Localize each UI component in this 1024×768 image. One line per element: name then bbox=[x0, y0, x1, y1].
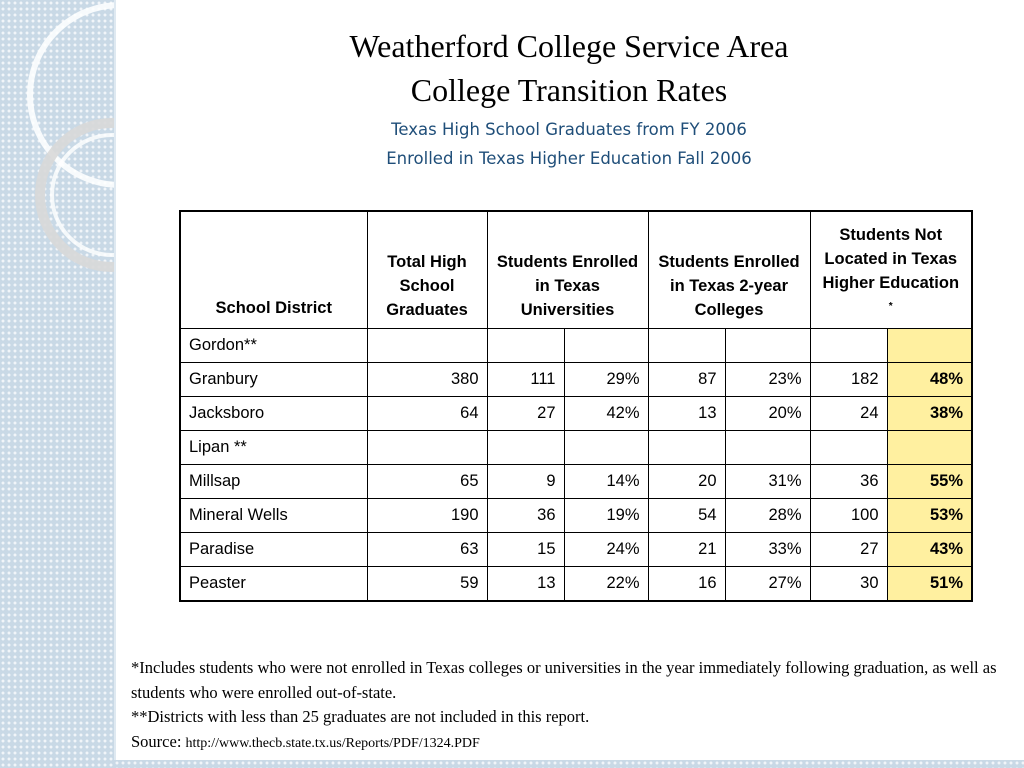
cell-univ-n bbox=[487, 431, 564, 465]
cell-coll-pct: 23% bbox=[725, 363, 810, 397]
cell-total bbox=[367, 329, 487, 363]
cell-district: Granbury bbox=[180, 363, 367, 397]
cell-coll-n: 20 bbox=[648, 465, 725, 499]
cell-univ-pct: 19% bbox=[564, 499, 648, 533]
cell-total: 64 bbox=[367, 397, 487, 431]
table-row bbox=[180, 465, 972, 499]
table-row bbox=[180, 363, 972, 397]
cell-district: Peaster bbox=[180, 567, 367, 602]
decorative-side-strip bbox=[0, 0, 116, 768]
table-row bbox=[180, 329, 972, 363]
cell-nl-pct: 38% bbox=[887, 397, 972, 431]
source-line bbox=[131, 730, 1011, 757]
cell-nl-n: 182 bbox=[810, 363, 887, 397]
cell-coll-n: 13 bbox=[648, 397, 725, 431]
cell-coll-n: 21 bbox=[648, 533, 725, 567]
column-header-universities: Students Enrolled in Texas Universities bbox=[487, 211, 648, 329]
decorative-circles bbox=[0, 0, 114, 768]
cell-nl-pct: 51% bbox=[887, 567, 972, 602]
cell-coll-n: 87 bbox=[648, 363, 725, 397]
cell-district: Mineral Wells bbox=[180, 499, 367, 533]
cell-total: 63 bbox=[367, 533, 487, 567]
column-header-not-located-label: Students Not Located in Texas Higher Education bbox=[822, 225, 960, 292]
cell-univ-n: 13 bbox=[487, 567, 564, 602]
cell-univ-pct bbox=[564, 329, 648, 363]
source-label: Source: bbox=[131, 731, 182, 751]
cell-univ-pct: 22% bbox=[564, 567, 648, 602]
table-row bbox=[180, 397, 972, 431]
source-url: http://www.thecb.state.tx.us/Reports/PDF/1324.PDF bbox=[185, 735, 480, 751]
footnote-2: **Districts with less than 25 graduates are not included in this report. bbox=[131, 707, 590, 726]
cell-univ-pct: 24% bbox=[564, 533, 648, 567]
cell-nl-pct bbox=[887, 329, 972, 363]
footnote-1: *Includes students who were not enrolled in Texas colleges or universities in the year immediately following graduation, as well as students who were enrolled out-of-state. bbox=[131, 658, 997, 702]
cell-total: 59 bbox=[367, 567, 487, 602]
cell-nl-pct: 55% bbox=[887, 465, 972, 499]
cell-district: Gordon** bbox=[180, 329, 367, 363]
page-title-line1: Weatherford College Service Area bbox=[349, 28, 789, 64]
cell-univ-pct bbox=[564, 431, 648, 465]
cell-nl-n bbox=[810, 329, 887, 363]
cell-nl-n: 24 bbox=[810, 397, 887, 431]
cell-total: 65 bbox=[367, 465, 487, 499]
cell-coll-pct: 31% bbox=[725, 465, 810, 499]
cell-nl-n: 30 bbox=[810, 567, 887, 602]
cell-coll-n: 16 bbox=[648, 567, 725, 602]
cell-nl-pct bbox=[887, 431, 972, 465]
cell-univ-n bbox=[487, 329, 564, 363]
cell-district: Lipan ** bbox=[180, 431, 367, 465]
cell-total: 190 bbox=[367, 499, 487, 533]
cell-coll-pct bbox=[725, 329, 810, 363]
subtitle-line1: Texas High School Graduates from FY 2006 bbox=[391, 120, 747, 139]
cell-nl-n: 36 bbox=[810, 465, 887, 499]
footnotes bbox=[131, 656, 1011, 756]
cell-univ-n: 15 bbox=[487, 533, 564, 567]
cell-coll-n bbox=[648, 329, 725, 363]
cell-district: Jacksboro bbox=[180, 397, 367, 431]
table-row bbox=[180, 567, 972, 602]
cell-coll-pct: 33% bbox=[725, 533, 810, 567]
column-header-total: Total High School Graduates bbox=[367, 211, 487, 329]
cell-nl-n: 100 bbox=[810, 499, 887, 533]
footnote-marker: * bbox=[888, 300, 893, 312]
table-row bbox=[180, 533, 972, 567]
subtitle-line2: Enrolled in Texas Higher Education Fall 2006 bbox=[386, 149, 752, 168]
column-header-not-located bbox=[810, 211, 972, 329]
cell-univ-n: 111 bbox=[487, 363, 564, 397]
cell-coll-pct: 20% bbox=[725, 397, 810, 431]
cell-coll-n: 54 bbox=[648, 499, 725, 533]
cell-nl-pct: 43% bbox=[887, 533, 972, 567]
cell-nl-pct: 53% bbox=[887, 499, 972, 533]
cell-total: 380 bbox=[367, 363, 487, 397]
cell-univ-n: 36 bbox=[487, 499, 564, 533]
cell-coll-pct: 28% bbox=[725, 499, 810, 533]
cell-total bbox=[367, 431, 487, 465]
cell-univ-pct: 29% bbox=[564, 363, 648, 397]
transition-rates-table bbox=[179, 210, 973, 602]
column-header-district: School District bbox=[180, 211, 367, 329]
table-header-row bbox=[180, 211, 972, 329]
cell-univ-pct: 14% bbox=[564, 465, 648, 499]
cell-district: Millsap bbox=[180, 465, 367, 499]
cell-coll-n bbox=[648, 431, 725, 465]
page-title-line2: College Transition Rates bbox=[410, 72, 728, 108]
cell-nl-n bbox=[810, 431, 887, 465]
decorative-bottom-strip bbox=[114, 760, 1024, 768]
cell-coll-pct: 27% bbox=[725, 567, 810, 602]
table-row bbox=[180, 499, 972, 533]
cell-coll-pct bbox=[725, 431, 810, 465]
table-row bbox=[180, 431, 972, 465]
cell-univ-n: 27 bbox=[487, 397, 564, 431]
cell-nl-pct: 48% bbox=[887, 363, 972, 397]
column-header-colleges: Students Enrolled in Texas 2-year Colleges bbox=[648, 211, 810, 329]
cell-district: Paradise bbox=[180, 533, 367, 567]
cell-univ-pct: 42% bbox=[564, 397, 648, 431]
cell-nl-n: 27 bbox=[810, 533, 887, 567]
cell-univ-n: 9 bbox=[487, 465, 564, 499]
